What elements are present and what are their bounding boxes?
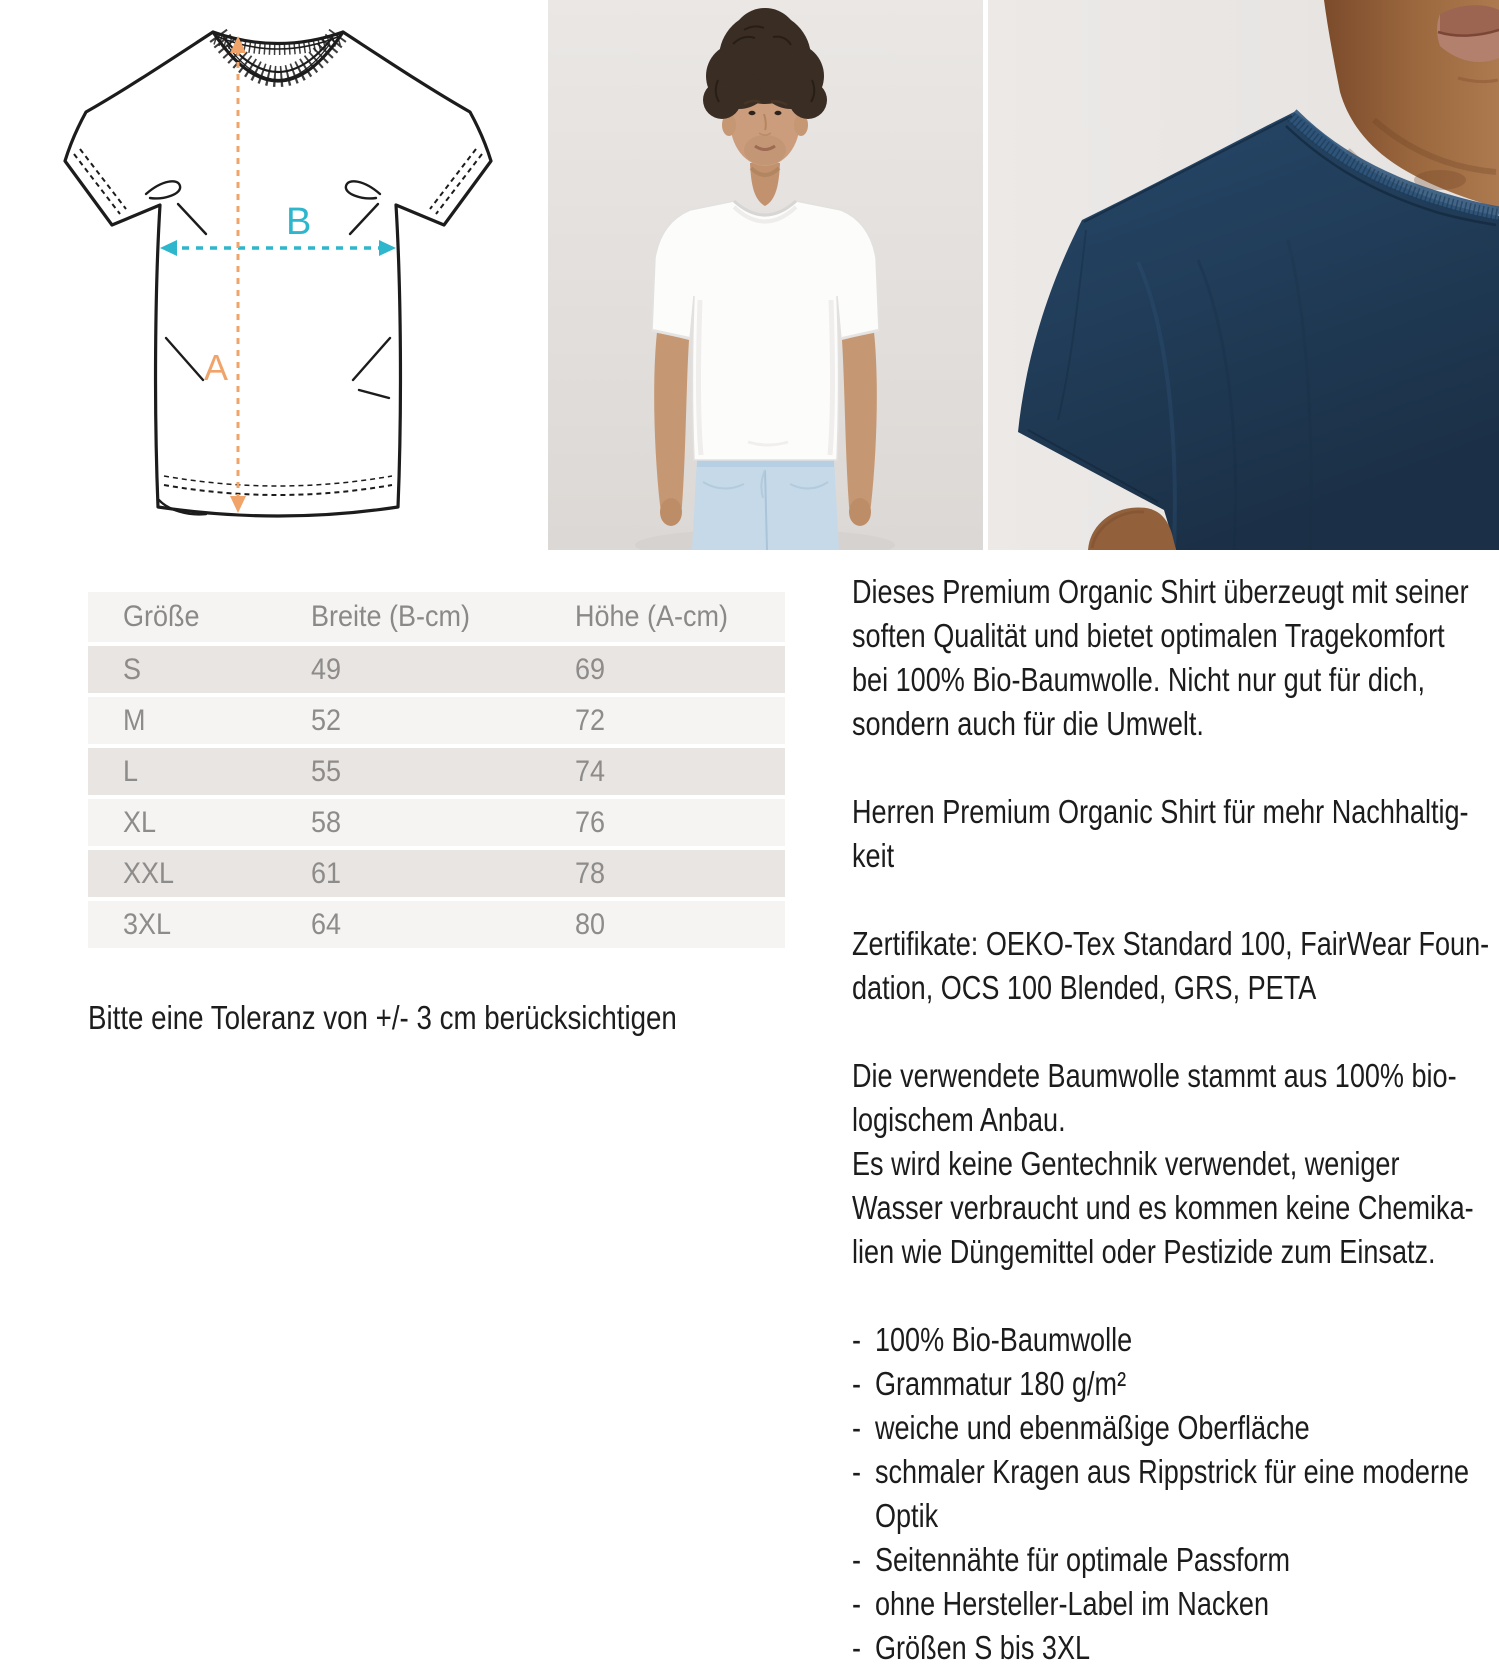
list-item bbox=[852, 1582, 1383, 1626]
column-header-width: Breite (B-cm) bbox=[311, 600, 471, 633]
paragraph bbox=[852, 1054, 1499, 1274]
model-photo-illustration bbox=[548, 0, 983, 550]
table-cell: XXL bbox=[123, 856, 175, 890]
table-cell: 76 bbox=[575, 805, 606, 839]
text-line: Die verwendete Baumwolle stammt aus 100% bio- bbox=[852, 1057, 1457, 1094]
table-row bbox=[88, 850, 785, 897]
table-cell: M bbox=[123, 703, 146, 737]
text-line: Dieses Premium Organic Shirt überzeugt mit seiner bbox=[852, 573, 1469, 610]
text-line: Herren Premium Organic Shirt für mehr Nachhaltig- bbox=[852, 793, 1469, 830]
table-row bbox=[88, 799, 785, 846]
list-item bbox=[852, 1538, 1383, 1582]
bullet-dash: - bbox=[852, 1585, 862, 1622]
bullet-dash: - bbox=[852, 1453, 862, 1490]
list-item bbox=[852, 1406, 1383, 1450]
closeup-photo-illustration bbox=[988, 0, 1499, 550]
text-line: bei 100% Bio-Baumwolle. Nicht nur gut für dich, bbox=[852, 661, 1426, 698]
list-item-text: Grammatur 180 g/m² bbox=[874, 1365, 1127, 1402]
text-line: soften Qualität und bietet optimalen Tragekomfort bbox=[852, 617, 1445, 654]
table-cell: 78 bbox=[575, 856, 606, 890]
text-line: sondern auch für die Umwelt. bbox=[852, 705, 1204, 742]
table-cell: 69 bbox=[575, 652, 606, 686]
list-item bbox=[852, 1318, 1383, 1362]
list-item-text: weiche und ebenmäßige Oberfläche bbox=[874, 1409, 1310, 1446]
list-item bbox=[852, 1626, 1383, 1670]
table-cell: 49 bbox=[311, 652, 342, 686]
text-line: Optik bbox=[874, 1497, 939, 1534]
product-description bbox=[852, 570, 1499, 1675]
table-cell: L bbox=[123, 754, 139, 788]
list-item-text: Seitennähte für optimale Passform bbox=[874, 1541, 1291, 1578]
table-cell: 74 bbox=[575, 754, 606, 788]
table-cell: 58 bbox=[311, 805, 342, 839]
paragraph bbox=[852, 790, 1499, 878]
size-table-header bbox=[88, 592, 785, 642]
text-line: dation, OCS 100 Blended, GRS, PETA bbox=[852, 969, 1317, 1006]
tshirt-outline-drawing bbox=[28, 8, 498, 520]
list-item-text: Größen S bis 3XL bbox=[874, 1629, 1091, 1666]
measure-a-arrow bbox=[204, 36, 246, 513]
table-cell: 64 bbox=[311, 907, 342, 941]
table-cell: XL bbox=[123, 805, 157, 839]
list-item-text: 100% Bio-Baumwolle bbox=[874, 1321, 1133, 1358]
table-cell: 61 bbox=[311, 856, 342, 890]
table-cell: 80 bbox=[575, 907, 606, 941]
bullet-dash: - bbox=[852, 1541, 862, 1578]
text-line: Es wird keine Gentechnik verwendet, weniger bbox=[852, 1145, 1400, 1182]
text-line: logischem Anbau. bbox=[852, 1101, 1066, 1138]
table-cell: 52 bbox=[311, 703, 342, 737]
measure-a-label: A bbox=[203, 347, 228, 388]
table-row bbox=[88, 697, 785, 744]
column-header-height: Höhe (A-cm) bbox=[575, 600, 729, 633]
text-line: Zertifikate: OEKO-Tex Standard 100, FairWear Foun- bbox=[852, 925, 1490, 962]
table-cell: 3XL bbox=[123, 907, 172, 941]
text-line: Wasser verbraucht und es kommen keine Chemika- bbox=[852, 1189, 1474, 1226]
bullet-dash: - bbox=[852, 1409, 862, 1446]
list-item-text: schmaler Kragen aus Rippstrick für eine moderne bbox=[874, 1453, 1470, 1490]
table-row bbox=[88, 646, 785, 693]
size-table-body bbox=[88, 646, 785, 948]
bullet-dash: - bbox=[852, 1321, 862, 1358]
bullet-dash: - bbox=[852, 1365, 862, 1402]
tolerance-note: Bitte eine Toleranz von +/- 3 cm berücksichtigen bbox=[88, 999, 677, 1036]
closeup-photo-navy-shirt bbox=[988, 0, 1499, 550]
list-item-text: ohne Hersteller-Label im Nacken bbox=[874, 1585, 1270, 1622]
size-table bbox=[88, 592, 785, 952]
text-line: lien wie Düngemittel oder Pestizide zum Einsatz. bbox=[852, 1233, 1436, 1270]
paragraph bbox=[852, 570, 1499, 746]
feature-list bbox=[852, 1318, 1499, 1670]
list-item bbox=[852, 1362, 1383, 1406]
paragraph bbox=[852, 922, 1499, 1010]
text-line: keit bbox=[852, 837, 895, 874]
tshirt-measurement-diagram bbox=[28, 8, 498, 520]
table-cell: 72 bbox=[575, 703, 606, 737]
measure-b-arrow bbox=[160, 201, 396, 256]
column-header-size: Größe bbox=[123, 600, 200, 633]
bullet-dash: - bbox=[852, 1629, 862, 1666]
measure-b-label: B bbox=[286, 201, 312, 243]
table-row bbox=[88, 901, 785, 948]
table-cell: S bbox=[123, 652, 142, 686]
list-item bbox=[852, 1450, 1470, 1494]
table-cell: 55 bbox=[311, 754, 342, 788]
table-row bbox=[88, 748, 785, 795]
model-photo-white-shirt bbox=[548, 0, 983, 550]
